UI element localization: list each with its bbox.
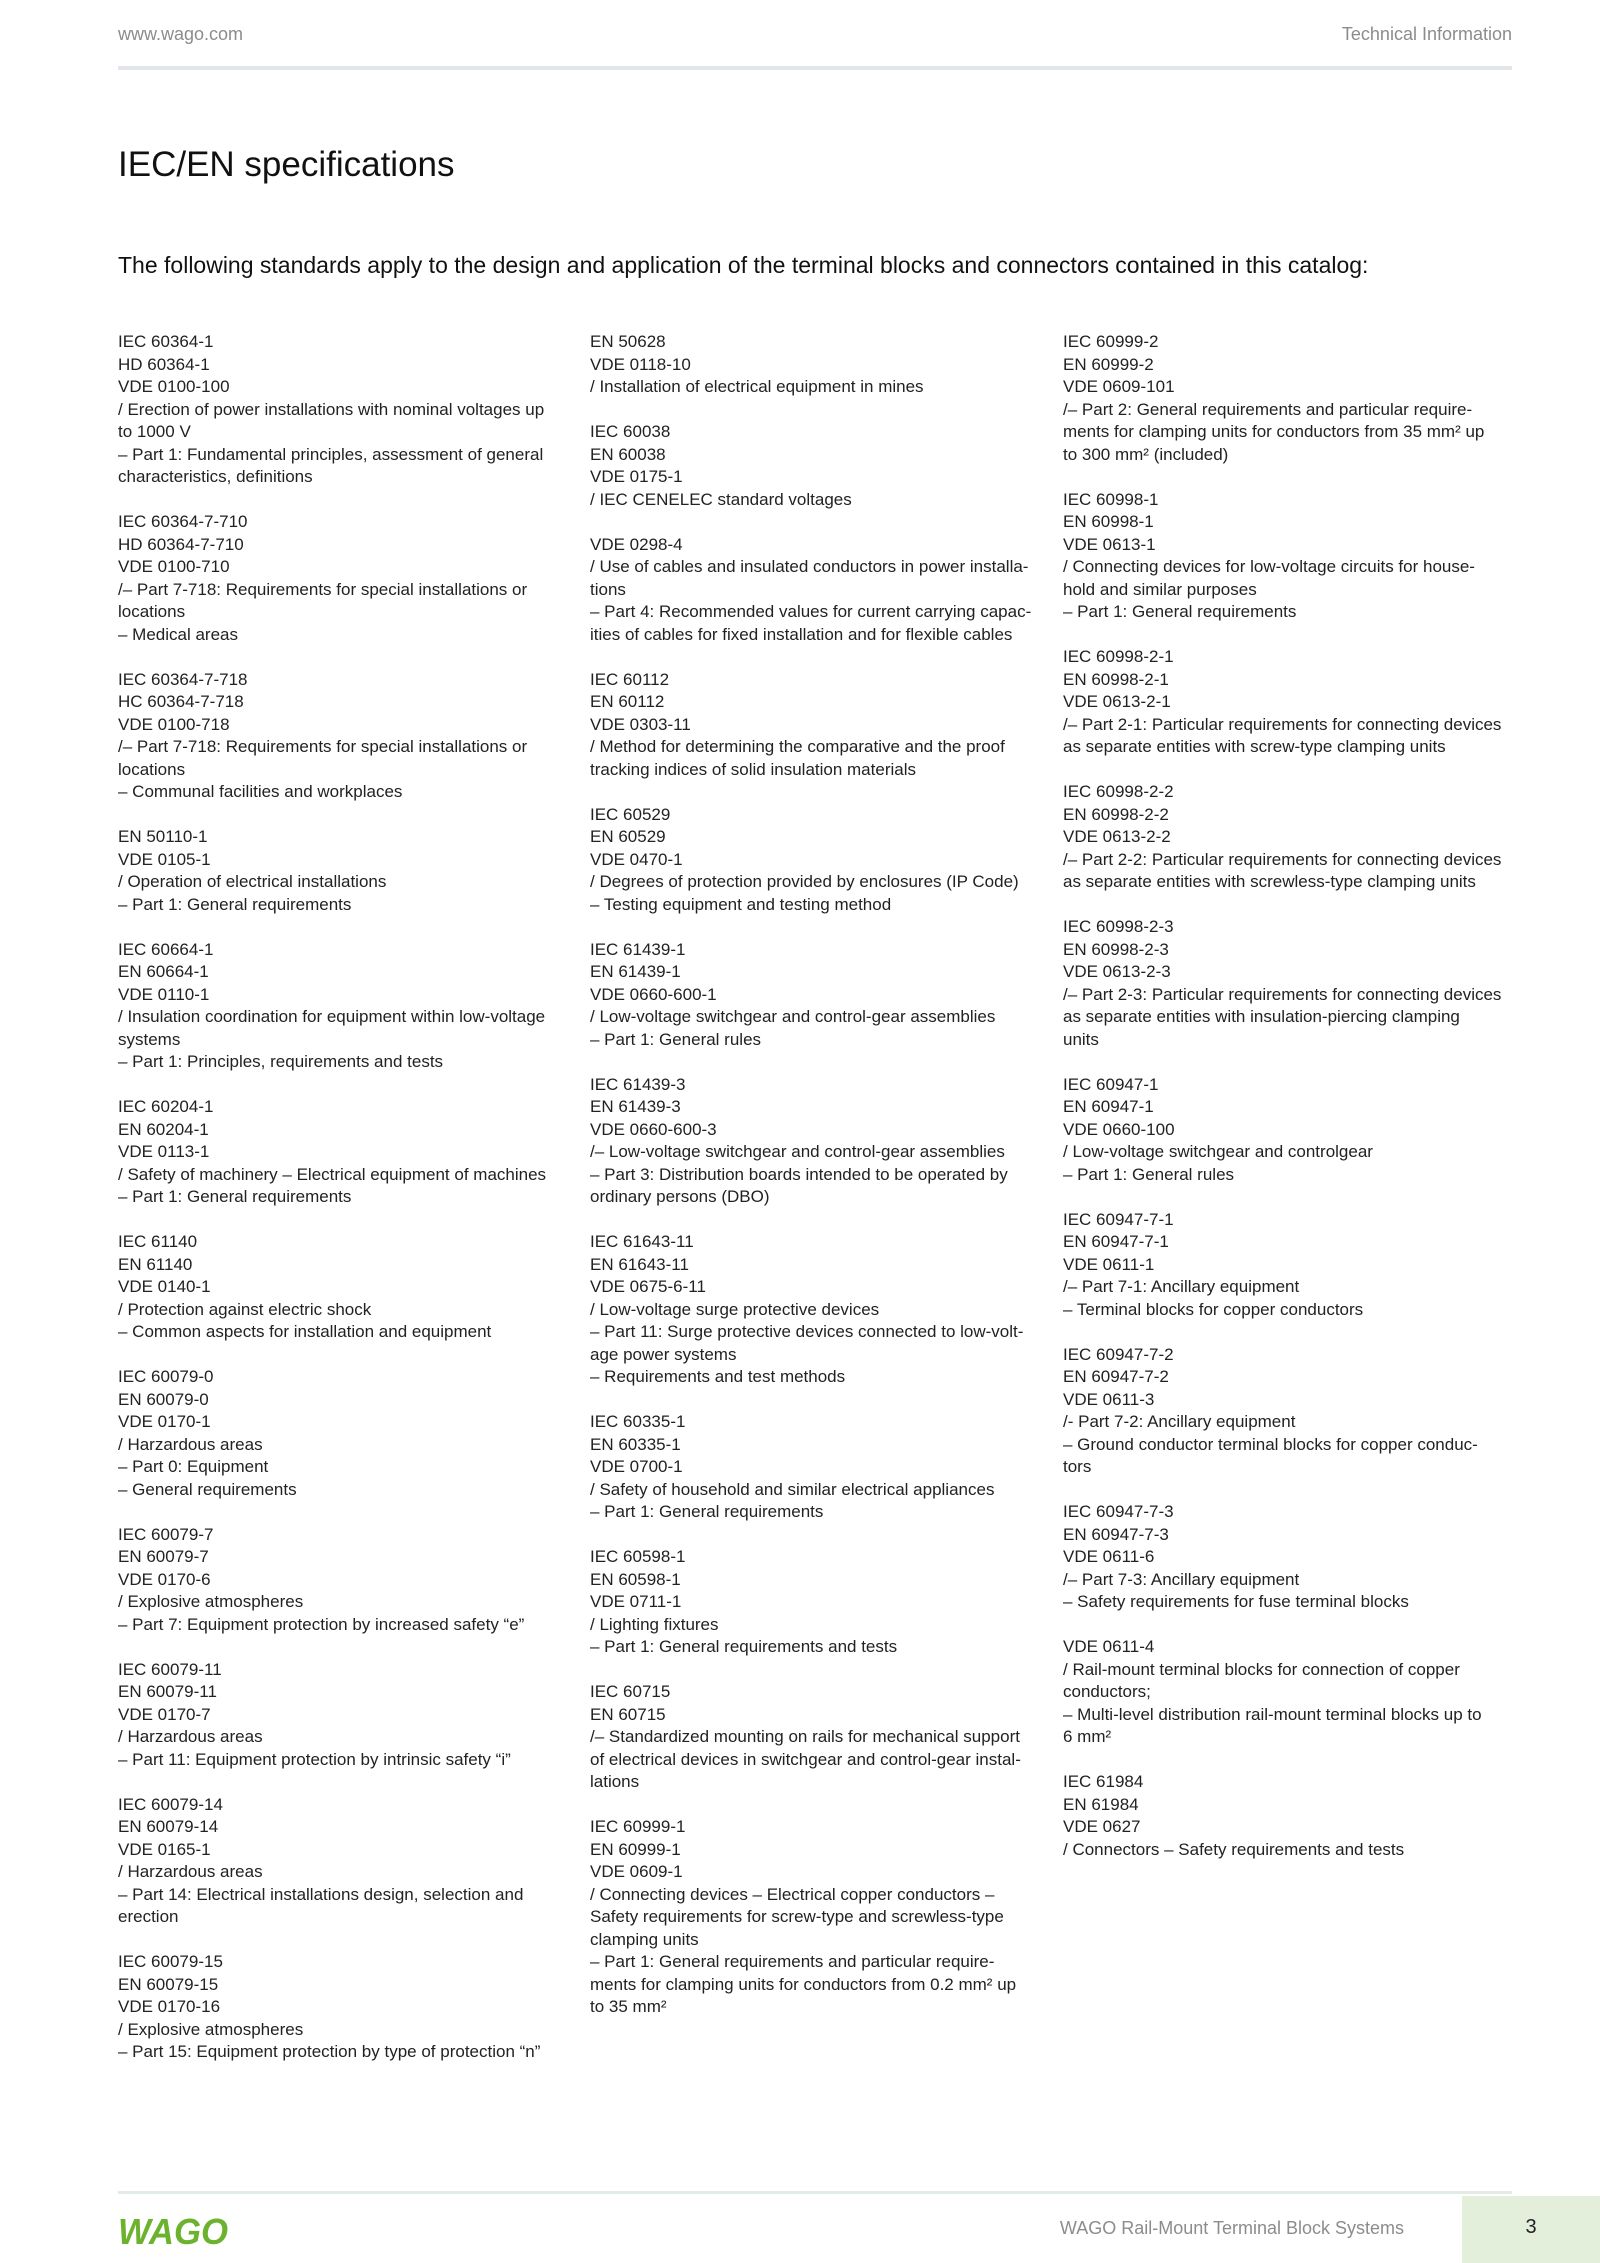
standard-entry-line: / Installation of electrical equipment in mines [590, 377, 924, 396]
standard-entry-line: as separate entities with screwless-type clamping units [1063, 872, 1476, 891]
standard-entry-line: / Safety of household and similar electrical appliances [590, 1479, 995, 1499]
standard-entry [1063, 331, 1516, 466]
standard-entry-line: IEC 60998-2-3 [1063, 917, 1174, 936]
standard-entry-line: EN 61439-1 [590, 962, 681, 981]
standard-entry-line: EN 60715 [590, 1704, 666, 1724]
standard-entry-line: HD 60364-7-710 [118, 534, 244, 554]
standard-entry-line: EN 61439-3 [590, 1097, 681, 1116]
standard-entry-line: – Part 1: General requirements and particular require- [590, 1952, 995, 1971]
standard-entry-line: IEC 60715 [590, 1682, 671, 1701]
standard-entry-line: /– Part 7-3: Ancillary equipment [1063, 1569, 1300, 1589]
standard-entry-line: – Part 1: General rules [1063, 1164, 1235, 1184]
standard-entry-line: VDE 0609-1 [590, 1862, 683, 1881]
standard-entry-line: IEC 60529 [590, 804, 671, 824]
standard-entry-line: IEC 60204-1 [118, 1097, 214, 1116]
standard-entry-line: to 300 mm² (included) [1063, 444, 1229, 464]
standard-entry-line: IEC 61643-11 [590, 1232, 694, 1251]
standard-entry-line: IEC 60947-7-2 [1063, 1344, 1174, 1364]
standard-entry [1063, 1501, 1516, 1614]
standard-entry-line: VDE 0303-11 [590, 714, 691, 734]
standard-entry-line: /– Part 7-718: Requirements for special installations or [118, 737, 528, 756]
standard-entry-line: / Explosive atmospheres [118, 2019, 304, 2039]
standard-entry-line: / Low-voltage surge protective devices [590, 1299, 880, 1319]
standard-entry-line: EN 60947-1 [1063, 1097, 1154, 1116]
standard-entry-line: EN 50628 [590, 332, 666, 351]
standard-entry [590, 331, 1040, 399]
standard-entry-line: EN 60947-7-1 [1063, 1232, 1169, 1251]
standard-entry-line: – Multi-level distribution rail-mount terminal blocks up to [1063, 1704, 1482, 1724]
standard-entry-line: as separate entities with insulation-piercing clamping [1063, 1007, 1460, 1026]
standard-entry-line: VDE 0627 [1063, 1817, 1141, 1836]
page-header [118, 20, 1512, 50]
standard-entry [118, 1659, 568, 1772]
wago-logo-text: WAGO [118, 2213, 228, 2249]
standard-entry-line: VDE 0140-1 [118, 1277, 211, 1296]
standard-entry-line: IEC 60079-14 [118, 1794, 223, 1814]
standard-entry [1063, 1209, 1516, 1322]
standard-entry-line: /– Part 7-1: Ancillary equipment [1063, 1277, 1300, 1296]
standard-entry-line: / Low-voltage switchgear and controlgear [1063, 1142, 1373, 1161]
standard-entry-line: – Safety requirements for fuse terminal blocks [1063, 1592, 1409, 1611]
standard-entry-line: EN 60947-7-2 [1063, 1367, 1169, 1386]
standard-entry-line: VDE 0100-718 [118, 714, 230, 734]
page-number: 3 [1525, 2216, 1537, 2238]
standard-entry [118, 511, 568, 646]
standard-entry-line: HC 60364-7-718 [118, 692, 244, 711]
standard-entry-line: EN 60038 [590, 444, 666, 464]
standard-entry-line: IEC 61439-3 [590, 1074, 686, 1094]
standard-entry-line: EN 60335-1 [590, 1434, 681, 1454]
standard-entry-line: – Medical areas [118, 624, 239, 644]
standard-entry [590, 1231, 1040, 1389]
standard-entry-line: VDE 0611-6 [1063, 1547, 1155, 1566]
standard-entry [590, 421, 1040, 511]
standard-entry-line: EN 60999-2 [1063, 354, 1154, 374]
standard-entry-line: EN 61984 [1063, 1794, 1139, 1814]
standard-entry-line: characteristics, definitions [118, 467, 313, 486]
standard-entry [1063, 1074, 1516, 1187]
standard-entry [1063, 916, 1516, 1051]
standard-entry-line: /– Part 2-2: Particular requirements for connecting devices [1063, 849, 1502, 869]
standard-entry-line: VDE 0118-10 [590, 354, 691, 374]
standard-entry-line: / Rail-mount terminal blocks for connection of copper [1063, 1659, 1460, 1679]
standard-entry-line: IEC 60999-1 [590, 1817, 686, 1836]
standards-column-3 [1063, 331, 1516, 1884]
standard-entry-line: – Part 1: General requirements [118, 1187, 352, 1206]
standard-entry-line: VDE 0170-16 [118, 1997, 221, 2016]
standard-entry-line: locations [118, 602, 186, 621]
standard-entry-line: lations [590, 1772, 640, 1791]
standard-entry-line: VDE 0470-1 [590, 849, 683, 869]
standard-entry-line: IEC 60112 [590, 669, 670, 689]
standard-entry-line: VDE 0613-2-2 [1063, 827, 1171, 846]
standard-entry-line: – Part 1: Fundamental principles, assessment of general [118, 444, 544, 464]
standard-entry-line: EN 61140 [118, 1254, 193, 1274]
standard-entry-line: VDE 0613-2-3 [1063, 962, 1171, 981]
standard-entry-line: tracking indices of solid insulation materials [590, 759, 916, 779]
standard-entry-line: VDE 0611-3 [1063, 1389, 1155, 1409]
standard-entry-line: EN 60079-7 [118, 1547, 209, 1566]
standard-entry-line: /– Standardized mounting on rails for mechanical support [590, 1727, 1020, 1746]
wago-logo [118, 2213, 230, 2249]
standard-entry-line: VDE 0660-600-3 [590, 1119, 717, 1139]
standard-entry-line: / Method for determining the comparative and the proof [590, 737, 1005, 756]
intro-text: The following standards apply to the design and application of the terminal blocks and connectors contained in this catalog: [118, 252, 1369, 278]
standard-entry [118, 1794, 568, 1929]
standard-entry-line: – Part 1: General requirements [590, 1502, 824, 1521]
section-label: Technical Information [1341, 24, 1512, 44]
standard-entry-line: – Part 15: Equipment protection by type of protection “n” [118, 2042, 541, 2061]
standard-entry-line: /– Low-voltage switchgear and control-gear assemblies [590, 1142, 1005, 1161]
standard-entry-line: / Degrees of protection provided by enclosures (IP Code) [590, 872, 1019, 891]
standard-entry-line: – Common aspects for installation and equipment [118, 1322, 492, 1341]
standard-entry-line: – Part 11: Equipment protection by intrinsic safety “i” [118, 1749, 511, 1769]
standard-entry-line: /– Part 2-3: Particular requirements for connecting devices [1063, 984, 1502, 1004]
standard-entry [118, 669, 568, 804]
standard-entry-line: / Connectors – Safety requirements and tests [1063, 1839, 1405, 1859]
standard-entry-line: / Protection against electric shock [118, 1299, 372, 1319]
standard-entry-line: VDE 0609-101 [1063, 377, 1175, 396]
standard-entry-line: IEC 60947-1 [1063, 1074, 1159, 1094]
standard-entry-line: ments for clamping units for conductors from 35 mm² up [1063, 422, 1485, 441]
standard-entry [590, 1074, 1040, 1209]
catalog-title: WAGO Rail-Mount Terminal Block Systems [1059, 2218, 1404, 2238]
standard-entry-line: – Part 11: Surge protective devices connected to low-volt- [590, 1322, 1024, 1341]
standard-entry-line: VDE 0611-4 [1063, 1637, 1155, 1656]
standard-entry-line: IEC 60038 [590, 422, 671, 441]
standard-entry-line: ments for clamping units for conductors from 0.2 mm² up [590, 1974, 1017, 1994]
standard-entry-line: tors [1063, 1457, 1092, 1476]
standard-entry-line: VDE 0170-1 [118, 1412, 211, 1431]
standard-entry-line: EN 60079-0 [118, 1389, 209, 1409]
standard-entry [590, 1816, 1040, 2019]
standard-entry-line: IEC 60998-2-1 [1063, 647, 1174, 666]
standard-entry-line: IEC 60947-7-1 [1063, 1209, 1174, 1229]
standard-entry-line: VDE 0170-7 [118, 1704, 211, 1724]
standard-entry-line: VDE 0175-1 [590, 467, 683, 486]
standard-entry-line: – Part 0: Equipment [118, 1457, 269, 1476]
standard-entry-line: – Testing equipment and testing method [590, 894, 892, 914]
standard-entry [590, 804, 1040, 917]
footer-divider [118, 2191, 1512, 2194]
standard-entry-line: 6 mm² [1063, 1727, 1112, 1746]
standard-entry-line: / Low-voltage switchgear and control-gear assemblies [590, 1007, 996, 1026]
standard-entry-line: units [1063, 1029, 1099, 1049]
standard-entry-line: IEC 60998-2-2 [1063, 782, 1174, 801]
standard-entry-line: – Part 4: Recommended values for current carrying capac- [590, 602, 1032, 621]
standard-entry-line: Safety requirements for screw-type and screwless-type [590, 1907, 1004, 1926]
standard-entry-line: – Part 1: General requirements [118, 894, 352, 914]
standard-entry-line: / Use of cables and insulated conductors in power installa- [590, 557, 1029, 576]
standard-entry-line: of electrical devices in switchgear and control-gear instal- [590, 1749, 1021, 1769]
standard-entry-line: – Part 1: Principles, requirements and tests [118, 1052, 444, 1071]
standard-entry-line: VDE 0170-6 [118, 1569, 211, 1589]
standard-entry-line: IEC 61984 [1063, 1772, 1144, 1791]
standard-entry-line: /– Part 2-1: Particular requirements for connecting devices [1063, 714, 1502, 734]
standard-entry-line: ities of cables for fixed installation and for flexible cables [590, 624, 1013, 644]
standard-entry-line: to 35 mm² [590, 1997, 667, 2016]
standard-entry [1063, 489, 1516, 624]
standard-entry [118, 1231, 568, 1344]
standards-column-1 [118, 331, 568, 2086]
standard-entry-line: EN 60998-2-1 [1063, 669, 1169, 689]
standard-entry [1063, 1344, 1516, 1479]
standard-entry-line: IEC 60664-1 [118, 939, 214, 959]
standard-entry-line: / Erection of power installations with nominal voltages up [118, 399, 545, 419]
standard-entry [590, 1546, 1040, 1659]
standard-entry-line: /- Part 7-2: Ancillary equipment [1063, 1412, 1296, 1431]
standard-entry [118, 1524, 568, 1637]
standard-entry-line: EN 60598-1 [590, 1569, 681, 1589]
standard-entry-line: IEC 61140 [118, 1232, 198, 1251]
standard-entry-line: EN 60529 [590, 827, 666, 846]
standard-entry-line: ordinary persons (DBO) [590, 1187, 770, 1206]
standard-entry-line: / IEC CENELEC standard voltages [590, 489, 852, 509]
standard-entry [590, 534, 1040, 647]
standard-entry-line: VDE 0113-1 [118, 1142, 210, 1161]
website-url[interactable]: www.wago.com [118, 24, 244, 44]
standard-entry-line: IEC 60598-1 [590, 1547, 686, 1566]
standard-entry [590, 669, 1040, 782]
standard-entry-line: VDE 0611-1 [1063, 1254, 1155, 1274]
standard-entry [590, 1411, 1040, 1524]
page-title: IEC/EN specifications [118, 145, 455, 184]
standard-entry-line: to 1000 V [118, 422, 191, 441]
standard-entry [118, 331, 568, 489]
standard-entry-line: – Part 14: Electrical installations design, selection and [118, 1884, 524, 1904]
standard-entry-line: – Part 1: General requirements [1063, 602, 1297, 621]
standard-entry [118, 826, 568, 916]
standard-entry [118, 939, 568, 1074]
standard-entry-line: – Communal facilities and workplaces [118, 782, 403, 801]
standard-entry-line: /– Part 7-718: Requirements for special installations or [118, 579, 528, 599]
standard-entry-line: / Connecting devices for low-voltage circuits for house- [1063, 557, 1475, 576]
standard-entry-line: clamping units [590, 1929, 699, 1949]
standard-entry [590, 939, 1040, 1052]
standard-entry-line: – Terminal blocks for copper conductors [1063, 1299, 1364, 1319]
standard-entry-line: – General requirements [118, 1479, 297, 1499]
standard-entry-line: VDE 0105-1 [118, 849, 211, 869]
standard-entry-line: EN 60998-2-2 [1063, 804, 1169, 824]
standard-entry [1063, 1636, 1516, 1749]
standard-entry-line: / Insulation coordination for equipment within low-voltage [118, 1007, 546, 1026]
standard-entry-line: locations [118, 759, 186, 779]
standard-entry-line: EN 60664-1 [118, 962, 209, 981]
header-divider [118, 66, 1512, 70]
standard-entry-line: IEC 60079-7 [118, 1524, 214, 1544]
standard-entry-line: IEC 60079-0 [118, 1367, 214, 1386]
standard-entry-line: – Ground conductor terminal blocks for copper conduc- [1063, 1434, 1478, 1454]
standard-entry-line: VDE 0613-2-1 [1063, 692, 1171, 711]
standard-entry-line: EN 60947-7-3 [1063, 1524, 1169, 1544]
standard-entry-line: / Harzardous areas [118, 1862, 263, 1881]
standard-entry-line: IEC 60079-11 [118, 1659, 222, 1679]
standard-entry-line: VDE 0100-710 [118, 557, 230, 576]
standard-entry-line: IEC 61439-1 [590, 939, 686, 959]
standard-entry-line: / Connecting devices – Electrical copper conductors – [590, 1884, 995, 1904]
standard-entry-line: IEC 60364-7-718 [118, 669, 248, 689]
standard-entry-line: – Requirements and test methods [590, 1367, 846, 1386]
standard-entry-line: – Part 3: Distribution boards intended to be operated by [590, 1164, 1008, 1184]
standard-entry [590, 1681, 1040, 1794]
standard-entry-line: / Harzardous areas [118, 1727, 263, 1746]
standard-entry-line: EN 60079-14 [118, 1817, 219, 1836]
standard-entry-line: age power systems [590, 1344, 737, 1364]
standard-entry-line: VDE 0100-100 [118, 377, 230, 396]
standard-entry [118, 1951, 568, 2064]
standard-entry [1063, 1771, 1516, 1861]
standard-entry-line: IEC 60364-7-710 [118, 512, 248, 531]
standard-entry-line: VDE 0110-1 [118, 984, 210, 1004]
standard-entry-line: EN 60112 [590, 692, 665, 711]
standard-entry-line: EN 60998-1 [1063, 512, 1154, 531]
standard-entry-line: VDE 0700-1 [590, 1457, 683, 1476]
standard-entry-line: / Lighting fixtures [590, 1614, 719, 1634]
standard-entry-line: /– Part 2: General requirements and particular require- [1063, 399, 1473, 419]
standard-entry-line: as separate entities with screw-type clamping units [1063, 737, 1446, 756]
standard-entry-line: VDE 0675-6-11 [590, 1277, 706, 1296]
standard-entry-line: systems [118, 1029, 181, 1049]
standard-entry-line: HD 60364-1 [118, 354, 210, 374]
standard-entry-line: erection [118, 1907, 179, 1926]
standard-entry-line: VDE 0660-100 [1063, 1119, 1175, 1139]
standard-entry-line: IEC 60364-1 [118, 332, 214, 351]
standard-entry-line: hold and similar purposes [1063, 579, 1257, 599]
standard-entry-line: / Harzardous areas [118, 1434, 263, 1454]
standard-entry-line: – Part 7: Equipment protection by increased safety “e” [118, 1614, 525, 1634]
standards-column-2 [590, 331, 1040, 2041]
standard-entry-line: EN 61643-11 [590, 1254, 689, 1274]
page-number-box [1462, 2196, 1600, 2263]
standard-entry-line: EN 60079-15 [118, 1974, 219, 1994]
standard-entry [1063, 781, 1516, 894]
standard-entry [118, 1096, 568, 1209]
standard-entry-line: VDE 0711-1 [590, 1592, 682, 1611]
standard-entry-line: / Explosive atmospheres [118, 1592, 304, 1611]
standard-entry-line: EN 60998-2-3 [1063, 939, 1169, 959]
standard-entry-line: IEC 60947-7-3 [1063, 1502, 1174, 1521]
standard-entry-line: VDE 0660-600-1 [590, 984, 717, 1004]
standard-entry-line: tions [590, 579, 626, 599]
standard-entry [118, 1366, 568, 1501]
standard-entry-line: IEC 60079-15 [118, 1952, 223, 1971]
standard-entry-line: – Part 1: General requirements and tests [590, 1637, 898, 1656]
standard-entry-line: IEC 60335-1 [590, 1412, 686, 1431]
standard-entry-line: EN 50110-1 [118, 827, 208, 846]
standard-entry-line: / Operation of electrical installations [118, 872, 387, 891]
standard-entry-line: IEC 60999-2 [1063, 332, 1159, 351]
standard-entry-line: VDE 0165-1 [118, 1839, 211, 1859]
standard-entry-line: VDE 0298-4 [590, 534, 683, 554]
standard-entry-line: conductors; [1063, 1682, 1151, 1701]
standard-entry-line: – Part 1: General rules [590, 1029, 762, 1049]
standard-entry-line: / Safety of machinery – Electrical equipment of machines [118, 1164, 547, 1184]
standard-entry-line: IEC 60998-1 [1063, 489, 1159, 509]
standard-entry-line: VDE 0613-1 [1063, 534, 1156, 554]
standard-entry-line: EN 60079-11 [118, 1682, 217, 1701]
standard-entry-line: EN 60204-1 [118, 1119, 209, 1139]
standard-entry [1063, 646, 1516, 759]
standard-entry-line: EN 60999-1 [590, 1839, 681, 1859]
